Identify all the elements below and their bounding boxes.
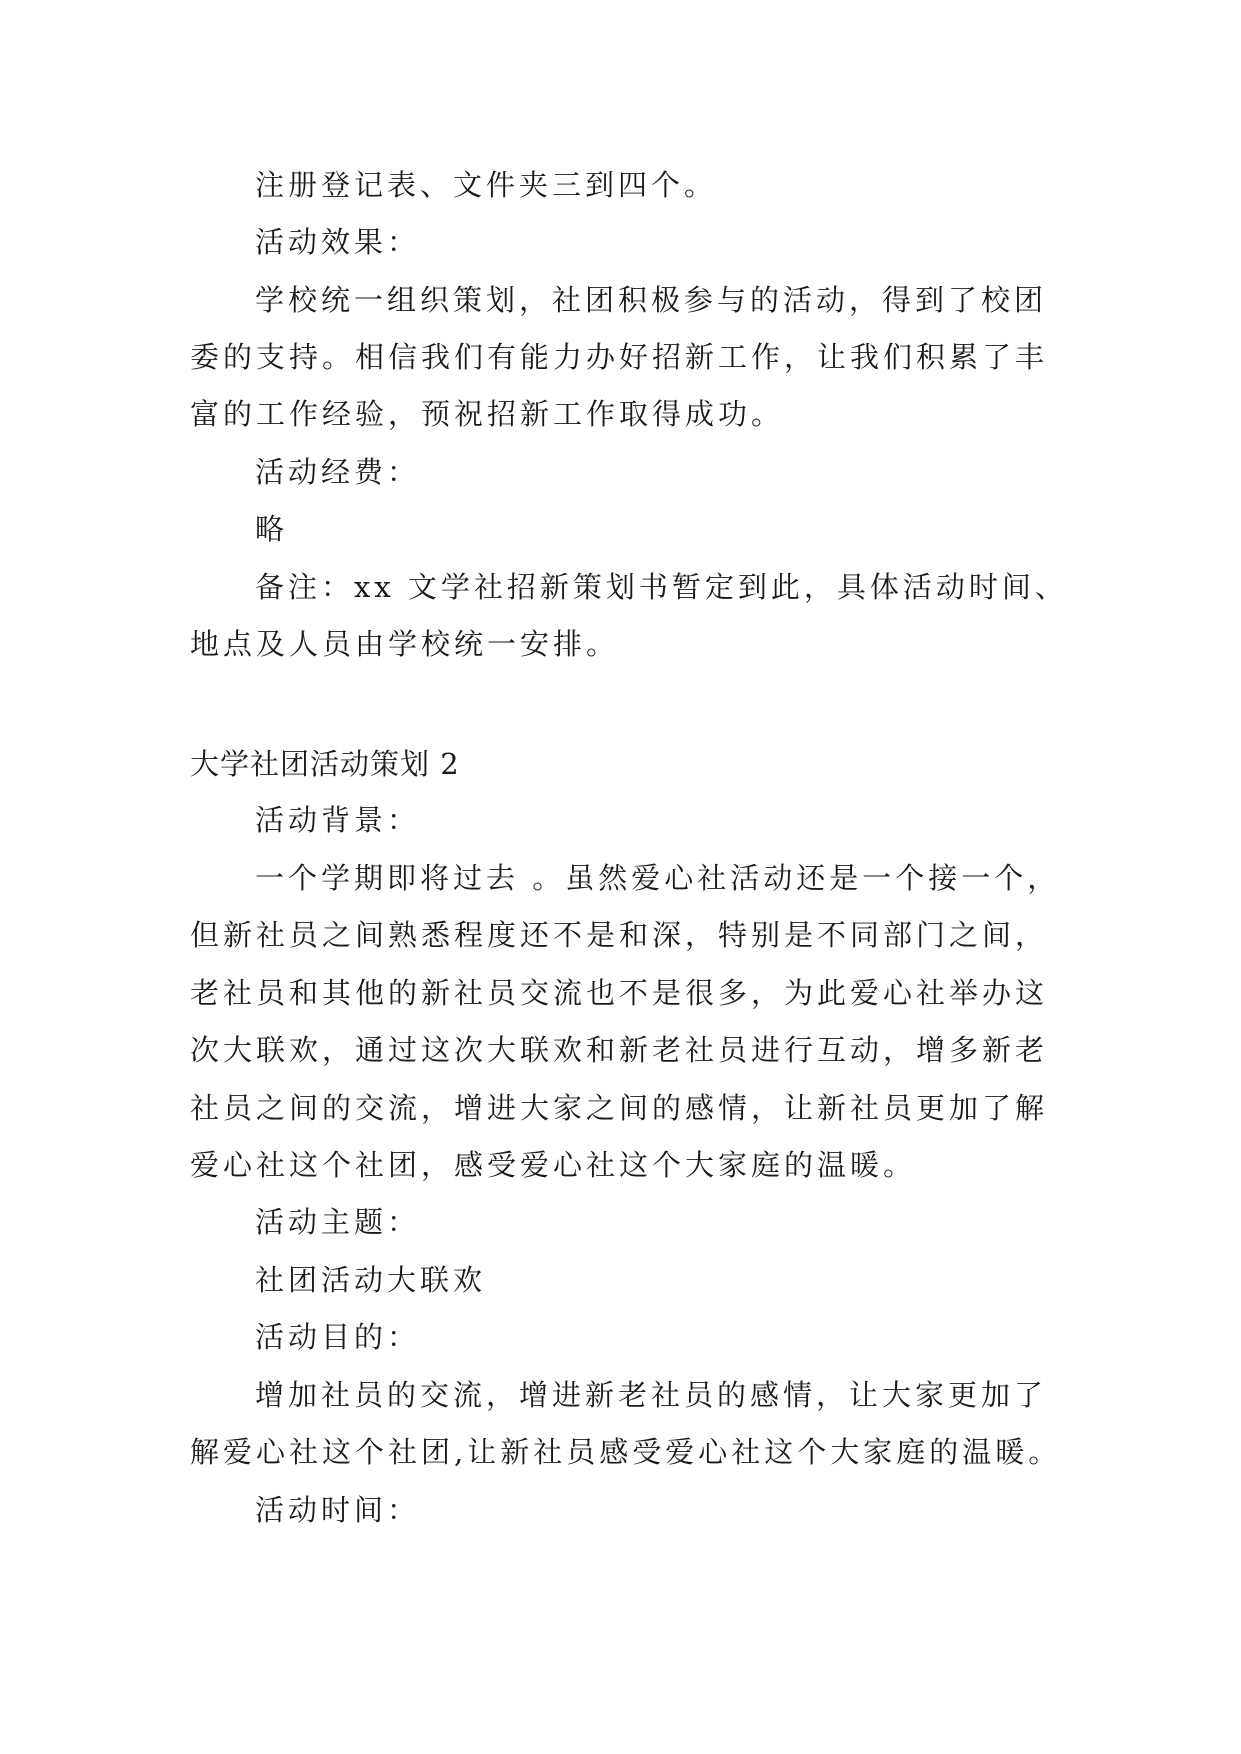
text-line: 社团活动大联欢 bbox=[255, 1263, 487, 1297]
text-line: 一个学期即将过去 。虽然爱心社活动还是一个接一个， bbox=[255, 861, 1061, 895]
text-line: 注册登记表、文件夹三到四个。 bbox=[255, 168, 718, 202]
text-line: 活动背景： bbox=[255, 803, 421, 837]
text-line: 解爱心社这个社团,让新社员感受爱心社这个大家庭的温暖。 bbox=[190, 1435, 1062, 1469]
text-line: 略 bbox=[255, 512, 289, 546]
text-line: 增加社员的交流，增进新老社员的感情，让大家更加了 bbox=[255, 1378, 1048, 1412]
text-line: 活动主题： bbox=[255, 1205, 421, 1239]
text-line: 活动时间： bbox=[255, 1493, 421, 1527]
text-line: 活动效果： bbox=[255, 225, 421, 259]
text-line: 学校统一组织策划，社团积极参与的活动，得到了校团 bbox=[255, 283, 1048, 317]
section-heading: 大学社团活动策划 2 bbox=[190, 747, 460, 781]
text-line: 活动目的： bbox=[255, 1320, 421, 1354]
text-line: 地点及人员由学校统一安排。 bbox=[190, 627, 620, 661]
text-line: 老社员和其他的新社员交流也不是很多，为此爱心社举办这 bbox=[190, 976, 1049, 1010]
text-line: 爱心社这个社团，感受爱心社这个大家庭的温暖。 bbox=[190, 1148, 917, 1182]
text-line: 社员之间的交流，增进大家之间的感情，让新社员更加了解 bbox=[190, 1091, 1049, 1125]
text-line: 富的工作经验，预祝招新工作取得成功。 bbox=[190, 397, 785, 431]
text-line: 委的支持。相信我们有能力办好招新工作，让我们积累了丰 bbox=[190, 340, 1049, 374]
text-line: 备注：xx 文学社招新策划书暂定到此，具体活动时间、 bbox=[255, 570, 1068, 604]
text-line: 次大联欢，通过这次大联欢和新老社员进行互动，增多新老 bbox=[190, 1033, 1049, 1067]
text-line: 但新社员之间熟悉程度还不是和深，特别是不同部门之间， bbox=[190, 918, 1049, 952]
text-line: 活动经费： bbox=[255, 455, 421, 489]
